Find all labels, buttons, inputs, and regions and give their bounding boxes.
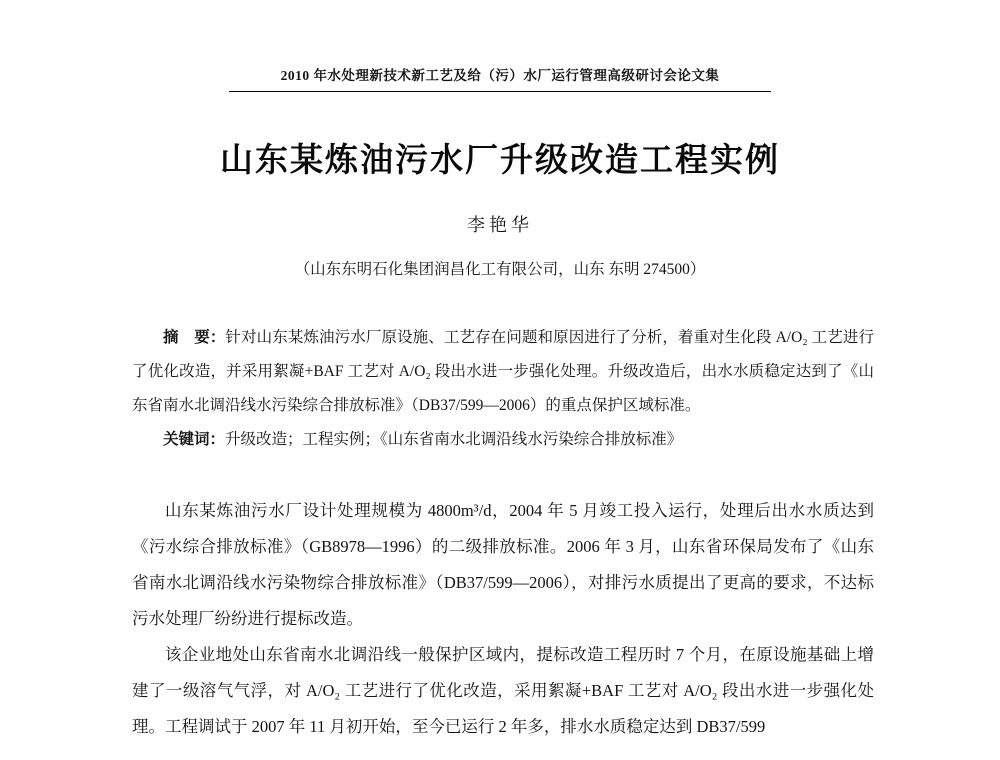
body-paragraph-2: 该企业地处山东省南水北调沿线一般保护区域内，提标改造工程历时 7 个月，在原设施基础上增建了一级溶气气浮，对 A/O₂ 工艺进行了优化改造，采用絮凝+BAF 工艺对 A/O₂ 段出水进一步强化处理。工程调试于 2007 年 11 月初开始，至今已运行 2 年多，排水水质稳定达到 DB37/599 (132, 645, 874, 736)
abstract-section (132, 321, 874, 457)
author-name: 李艳华 (467, 215, 533, 235)
body-paragraph-1: 山东某炼油污水厂设计处理规模为 4800m³/d，2004 年 5 月竣工投入运行，处理后出水水质达到《污水综合排放标准》（GB8978—1996）的二级排放标准。2006 年 3 月，山东省环保局发布了《山东省南水北调沿线水污染物综合排放标准》（DB37/599—2006），对排污水质提出了更高的要求，不达标污水处理厂纷纷进行提标改造。 (132, 501, 874, 628)
proceedings-header (0, 0, 1000, 92)
body-section (132, 493, 874, 745)
keywords-text: 升级改造；工程实例；《山东省南水北调沿线水污染综合排放标准》 (225, 431, 683, 448)
keywords-paragraph (132, 423, 874, 457)
header-rule (229, 91, 771, 92)
author-affiliation: （山东东明石化集团润昌化工有限公司，山东 东明 274500） (294, 261, 706, 278)
paper-title: 山东某炼油污水厂升级改造工程实例 (220, 141, 780, 178)
keywords-label: 关键词： (163, 431, 226, 448)
abstract-paragraph (132, 321, 874, 423)
abstract-text: 针对山东某炼油污水厂原设施、工艺存在问题和原因进行了分析，着重对生化段 A/O₂ 工艺进行了优化改造，并采用絮凝+BAF 工艺对 A/O₂ 段出水进一步强化处理。升级改造后，出水水质稳定达到了《山东省南水北调沿线水污染综合排放标准》（DB37/599—2006）的重点保护区域标准。 (132, 329, 874, 414)
abstract-label: 摘 要： (163, 329, 226, 346)
proceedings-title: 2010 年水处理新技术新工艺及给（污）水厂运行管理高级研讨会论文集 (280, 68, 720, 83)
